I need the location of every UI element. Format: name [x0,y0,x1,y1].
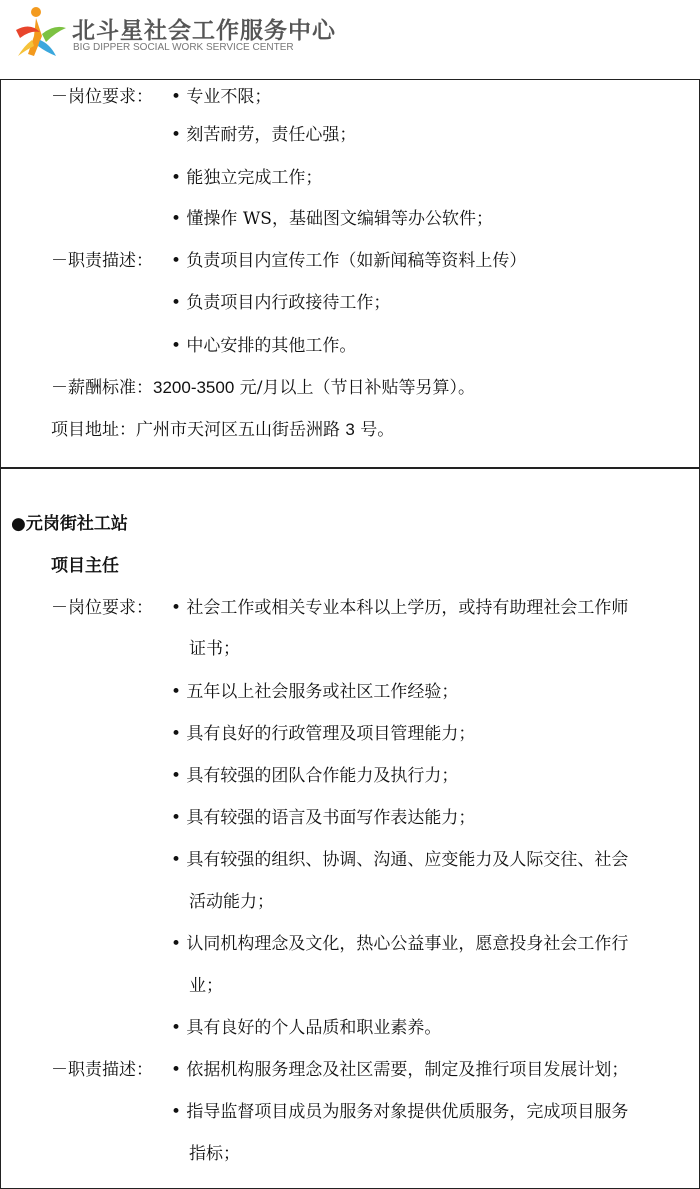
salary-label: －薪酬标准： [51,378,153,398]
list-item-continuation: 活动能力； [189,892,274,912]
list-item: • 负责项目内行政接待工作； [171,293,391,313]
duties-label: －职责描述： [51,251,153,271]
salary-line [51,377,475,399]
header [0,0,700,80]
salary-rest: 元/月以上（节日补贴等另算）。 [234,378,475,398]
list-item: • 负责项目内宣传工作（如新闻稿等资料上传） [171,251,527,271]
list-item: • 认同机构理念及文化，热心公益事业，愿意投身社会工作行 [171,934,629,954]
list-item: • 具有较强的团队合作能力及执行力； [171,766,459,786]
list-item: • 刻苦耐劳，责任心强； [171,125,357,145]
list-item: • 能独立完成工作； [171,168,323,188]
big-dipper-logo-icon [12,6,68,60]
list-item: • 具有较强的语言及书面写作表达能力； [171,808,476,828]
duties-label: －职责描述： [51,1060,153,1080]
address-rest: 号。 [354,420,395,440]
list-item: • 依据机构服务理念及社区需要，制定及推行项目发展计划； [171,1060,629,1080]
requirements-label: －岗位要求： [51,87,153,107]
org-name-en: BIG DIPPER SOCIAL WORK SERVICE CENTER [73,42,294,53]
address-label: 项目地址：广州市天河区五山街岳洲路 [51,420,346,440]
list-item: • 中心安排的其他工作。 [171,336,357,356]
address-line [51,419,394,441]
job-section-box-2 [0,467,700,1189]
section-title: ●元岗街社工站 [11,514,128,534]
list-item: • 指导监督项目成员为服务对象提供优质服务，完成项目服务 [171,1102,629,1122]
list-item: • 五年以上社会服务或社区工作经验； [171,682,459,702]
list-item-continuation: 指标； [189,1144,240,1164]
list-item: • 懂操作 WS，基础图文编辑等办公软件； [171,209,493,229]
org-name-cn: 北斗星社会工作服务中心 [72,18,336,44]
address-number: 3 [345,420,355,439]
list-item: • 具有良好的行政管理及项目管理能力； [171,724,476,744]
job-section-box-1 [0,79,700,469]
list-item: • 具有较强的组织、协调、沟通、应变能力及人际交往、社会 [171,850,629,870]
list-item-continuation: 业； [189,976,223,996]
list-item: • 专业不限； [171,87,272,107]
list-item: • 具有良好的个人品质和职业素养。 [171,1018,442,1038]
requirements-label: －岗位要求： [51,598,153,618]
list-item: • 社会工作或相关专业本科以上学历，或持有助理社会工作师 [171,598,629,618]
salary-amount: 3200-3500 [153,378,235,397]
role-title: 项目主任 [51,556,119,576]
list-item-continuation: 证书； [189,639,240,659]
